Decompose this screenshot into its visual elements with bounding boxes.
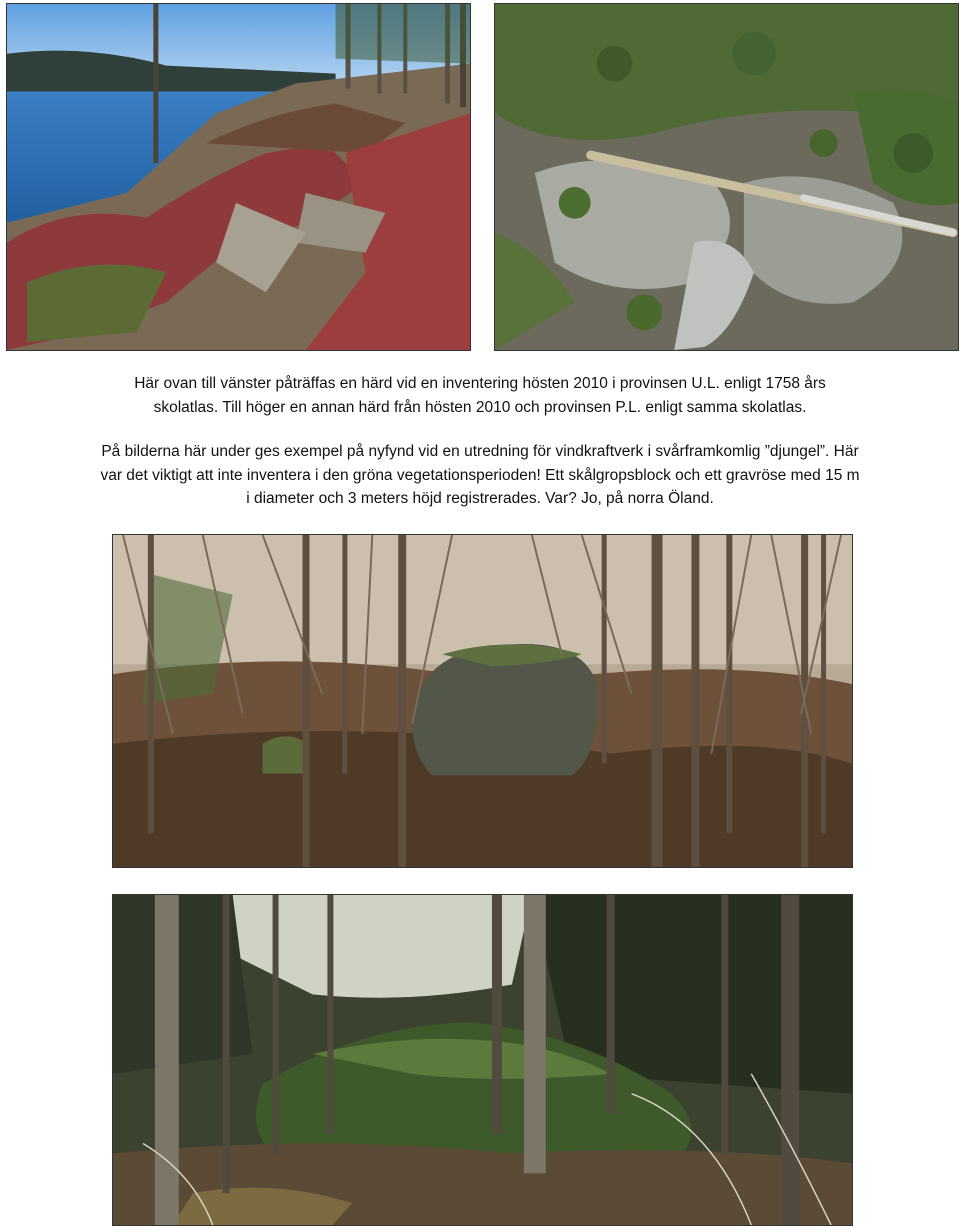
photo-cupmark-boulder [112, 534, 853, 868]
caption-lower-photos: På bilderna här under ges exempel på nyfynd vid en utredning för vindkraftverk i svårframkomlig ”djungel”. Här var det viktigt att inte inventera i den gröna vegetationsperioden! Ett skålgropsblock och ett gravröse med 15 m i diameter och 3 meters höjd registrerades. Var? Jo, på norra Öland. [100, 443, 860, 507]
caption-top-photos: Här ovan till vänster påträffas en härd vid en inventering hösten 2010 i provinsen U.L. enligt 1758 års skolatlas. Till höger en annan härd från hösten 2010 och provinsen P.L. enligt samma skolatlas. [134, 375, 826, 416]
photo-burial-cairn [112, 894, 853, 1226]
boulder-thicket-scene [113, 535, 852, 867]
photo-lakeshore-hearth [6, 3, 471, 351]
cairn-forest-scene [113, 895, 852, 1225]
lakeshore-scene [7, 4, 470, 350]
lichen-ground-scene [495, 4, 958, 350]
photo-lichen-hearth [494, 3, 959, 351]
